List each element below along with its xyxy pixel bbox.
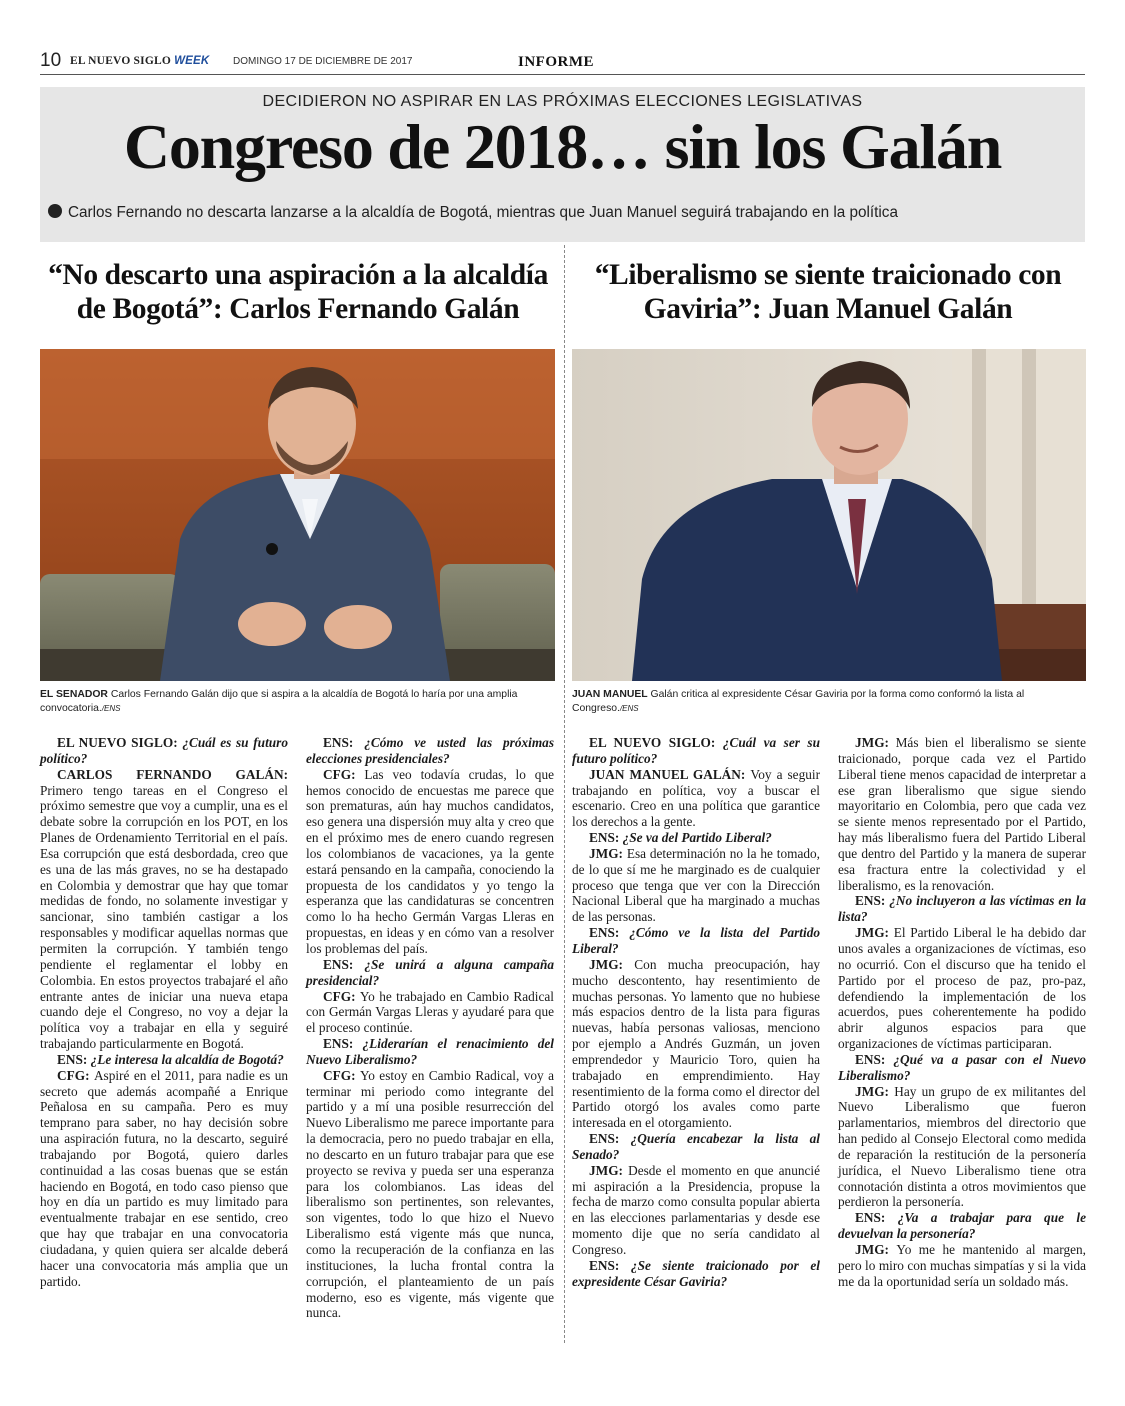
page-number: 10 (40, 50, 62, 71)
answer-paragraph (306, 1068, 554, 1322)
answer-paragraph (572, 767, 820, 830)
section-label: INFORME (518, 54, 594, 70)
answer-speaker: JMG: (855, 1083, 895, 1099)
question-paragraph (572, 1131, 820, 1163)
answer-speaker: CFG: (323, 766, 365, 782)
answer-speaker: JMG: (589, 845, 627, 861)
answer-speaker: CFG: (323, 1067, 360, 1083)
answer-paragraph (40, 1068, 288, 1290)
question-text: ¿Cuál es su futuro político? (40, 735, 288, 766)
question-speaker: ENS: (323, 1036, 363, 1052)
answer-text: Más bien el liberalismo se siente traicionado, porque cada vez el Partido Liberal tiene menos capacidad de interpretar a ese gran liberalismo que sigue siendo mayoritario en Colombia, pero que cada vez se siente menos representado por el Partido, hay más liberalismo fuera del Partido Liberal que dentro del Partido y la manera de superar esa fractura entre la colectividad y el liberalismo, es la renovación. (838, 735, 1086, 893)
question-speaker: EL NUEVO SIGLO: (589, 735, 723, 750)
left-caption (40, 688, 560, 716)
question-text: ¿Quería encabezar la lista al Senado? (572, 1131, 820, 1162)
body-column-2 (306, 735, 554, 1321)
answer-speaker: CFG: (323, 988, 360, 1004)
question-speaker: ENS: (855, 893, 890, 909)
question-text: ¿Cómo ve la lista del Partido Liberal? (572, 925, 820, 956)
answer-text: Esa determinación no la he tomado, de lo que sí me he marginado es de cualquier proceso que tenga que ver con la Dirección Nacional Liberal que ha marginado a muchas de las personas. (572, 845, 820, 925)
right-caption (572, 688, 1092, 716)
photo-illustration-left (40, 349, 555, 681)
answer-speaker: JMG: (589, 956, 635, 972)
question-paragraph (40, 735, 288, 767)
deck (48, 204, 898, 222)
carlos-fernando-galan-photo (40, 349, 555, 681)
right-caption-text: Galán critica al expresidente César Gaviria por la forma como conformó la lista al Congreso. (572, 689, 1025, 714)
answer-speaker: JMG: (855, 735, 896, 750)
answer-paragraph (572, 846, 820, 925)
answer-text: Aspiré en el 2011, para nadie es un secreto que además acompañé a Enrique Peñalosa en su campaña. Pero es muy temprano para saber, no hay decisión sobre una aspiración futura, no la descarto, seguiré trabajando por Bogotá, quiero darles continuidad a las cosas buenas que se están haciendo en Bogotá, en todo caso pienso que hoy en día un partido es muy limitado para eventualmente trabajar en ese sentido, creo que hay que trabajar en una convocatoria ciudadana, y quien quiera ser alcalde deberá hacer una convocatoria más amplia que un partido. (40, 1067, 289, 1289)
question-paragraph (40, 1052, 288, 1068)
answer-speaker: CFG: (57, 1067, 94, 1083)
question-text: ¿Le interesa la alcaldía de Bogotá? (90, 1051, 284, 1067)
answer-text: Desde el momento en que anuncié mi aspiración a la Presidencia, propuse la fecha de marzo como consulta popular abierta en las elecciones parlamentarias y desde ese momento dije que no sería candidato al Congreso. (572, 1162, 820, 1257)
body-column-4 (838, 735, 1086, 1290)
question-text: ¿Liderarían el renacimiento del Nuevo Liberalismo? (306, 1036, 554, 1067)
body-column-1 (40, 735, 288, 1290)
answer-paragraph (306, 989, 554, 1037)
body-column-3 (572, 735, 820, 1290)
left-caption-credit: /ENS (101, 704, 121, 713)
question-paragraph (306, 957, 554, 989)
answer-paragraph (306, 767, 554, 957)
left-headline: “No descarto una aspiración a la alcaldía de Bogotá”: Carlos Fernando Galán (48, 259, 548, 325)
edition-name: WEEK (174, 55, 210, 67)
answer-text: Las veo todavía crudas, lo que hemos conocido de encuestas me parece que son prematuras, aún hay muchos candidatos, eso genera una dispersión muy alta y creo que en el próximo mes de enero cuando regresen los colombianos de vacaciones, ya la gente estará pensando en la campaña, conociendo la propuesta de los candidatos y yo tengo la esperanza que las candidaturas se concentren como lo ha hecho Germán Vargas Lleras en propuestas, en ideas y en cómo van a resolver los problemas del país. (306, 766, 554, 956)
answer-paragraph (572, 1163, 820, 1258)
question-speaker: ENS: (589, 1257, 631, 1273)
question-paragraph (306, 735, 554, 767)
question-paragraph (838, 893, 1086, 925)
kicker: DECIDIERON NO ASPIRAR EN LAS PRÓXIMAS ELECCIONES LEGISLATIVAS (262, 93, 863, 110)
question-paragraph (572, 830, 820, 846)
question-text: ¿Se unirá a alguna campaña presidencial? (306, 956, 554, 988)
question-speaker: EL NUEVO SIGLO: (57, 735, 183, 750)
question-speaker: ENS: (323, 956, 365, 972)
right-headline: “Liberalismo se siente traicionado con Gaviria”: Juan Manuel Galán (594, 259, 1062, 325)
left-caption-lead: EL SENADOR (40, 689, 108, 700)
question-text: ¿Qué va a pasar con el Nuevo Liberalismo? (838, 1051, 1086, 1083)
answer-text: Yo estoy en Cambio Radical, voy a terminar mi periodo como integrante del partido y a mí una posible resurrección del Nuevo Liberalismo me parece importante para la democracia, pero no puedo trabajar en ella, no descarto en un futuro trabajar para que ese proyecto se reviva y pueda ser una esperanza para los colombianos. Las ideas del liberalismo son pertinentes, son relevantes, son vigentes, todo lo que hizo el Nuevo Liberalismo está vigente más que nunca, como la recuperación de la confianza en las instituciones, la lucha frontal contra la corrupción, el planteamiento de un país moderno, eso es vigente, más vigente que nunca. (306, 1067, 554, 1321)
right-caption-credit: /ENS (619, 704, 639, 713)
answer-text: El Partido Liberal le ha debido dar unos avales a organizaciones de víctimas, eso no ocurrió. Con el discurso que ha tenido el Partido por el proceso de paz, pro-paz, defendiendo la implementación de los acuerdos, pues coherentemente ha podido abrir algunos espacios para que organizaciones de víctimas participaran. (838, 925, 1086, 1052)
answer-text: Primero tengo tareas en el Congreso el próximo semestre que voy a cumplir, una es el debate sobre la corrupción en los POT, en los Planes de Ordenamiento Territorial en el país. Esa corrupción que está desbordada, creo que es una de las más graves, no se ha destapado en Colombia y demostrar que hay que tomar medidas de fondo, no solamente investigar y sancionar, sino también castigar a los responsables y modificar aquellas normas que permiten la corrupción. Y también tengo pendiente el reglamentar el lobby en Colombia. En estos proyectos trabajaré el año entrante antes de iniciar una nueva etapa cuando deje el Congreso, no voy a dejar la política voy a trabajar en ella y seguiré trabajando particularmente en Bogotá. (40, 782, 288, 1052)
folio-bar (40, 50, 1085, 75)
right-caption-lead: JUAN MANUEL (572, 689, 648, 700)
answer-paragraph (838, 1242, 1086, 1290)
answer-speaker: CARLOS FERNANDO GALÁN: (57, 766, 288, 782)
question-speaker: ENS: (589, 830, 623, 846)
column-divider (564, 245, 565, 1343)
question-speaker: ENS: (855, 1210, 898, 1226)
juan-manuel-galan-photo (572, 349, 1086, 681)
headline-banner (40, 87, 1085, 242)
question-paragraph (306, 1036, 554, 1068)
question-speaker: ENS: (323, 735, 365, 750)
bullet-icon (48, 204, 62, 218)
issue-date: DOMINGO 17 DE DICIEMBRE DE 2017 (233, 56, 413, 67)
answer-speaker: JMG: (855, 925, 894, 941)
main-headline: Congreso de 2018… sin los Galán (123, 111, 1002, 182)
left-caption-text: Carlos Fernando Galán dijo que si aspira a la alcaldía de Bogotá lo haría por una amplia convocatoria. (40, 689, 518, 714)
question-text: ¿Se siente traicionado por el expresidente César Gaviria? (572, 1257, 820, 1289)
photo-illustration-right (572, 349, 1086, 681)
answer-text: Yo me he mantenido al margen, pero lo miro con muchas simpatías y si la vida me da la oportunidad sería un soldado más. (838, 1242, 1087, 1289)
answer-text: Yo he trabajado en Cambio Radical con Germán Vargas Lleras y ayudaré para que el proceso continúe. (306, 988, 555, 1036)
answer-paragraph (838, 735, 1086, 893)
deck-text: Carlos Fernando no descarta lanzarse a la alcaldía de Bogotá, mientras que Juan Manuel seguirá trabajando en la política (68, 204, 898, 221)
answer-speaker: JMG: (855, 1242, 897, 1257)
answer-text: Con mucha preocupación, hay mucho descontento, hay resentimiento de muchas personas. Yo lamento que no hubiese más espacios dentro de la lista para figuras nuevas, había personas valiosas, menciono por ejemplo a Andrés Guzmán, un joven emprendedor y Mauricio Toro, quien ha trabajado en emprendimiento. Hay resentimiento de la forma como el director del Partido otorgó los avales como parte interesada en el otorgamiento. (572, 956, 820, 1131)
question-text: ¿Cuál va ser su futuro político? (572, 735, 820, 766)
answer-speaker: JUAN MANUEL GALÁN: (589, 766, 751, 782)
answer-paragraph (838, 1084, 1086, 1211)
question-paragraph (572, 925, 820, 957)
question-text: ¿Cómo ve usted las próximas elecciones presidenciales? (306, 735, 554, 766)
question-speaker: ENS: (57, 1051, 91, 1067)
answer-paragraph (572, 957, 820, 1131)
question-speaker: ENS: (589, 1131, 631, 1147)
question-speaker: ENS: (589, 925, 630, 941)
publication-title: EL NUEVO SIGLO (70, 55, 171, 67)
answer-text: Voy a seguir trabajando en política, voy a buscar el escenario. Creo en una política que garantice los derechos a la gente. (572, 766, 820, 830)
question-paragraph (838, 1210, 1086, 1242)
publication-name (70, 55, 209, 67)
question-text: ¿Va a trabajar para que le devuelvan la personería? (838, 1210, 1086, 1242)
question-speaker: ENS: (855, 1051, 894, 1067)
answer-paragraph (838, 925, 1086, 1052)
question-paragraph (838, 1052, 1086, 1084)
question-paragraph (572, 1258, 820, 1290)
question-text: ¿Se va del Partido Liberal? (622, 830, 772, 846)
question-paragraph (572, 735, 820, 767)
answer-text: Hay un grupo de ex militantes del Nuevo Liberalismo que fueron parlamentarios, miembros del directorio que han pedido al Consejo Electoral como medida de reparación la restitución de la personería jurídica, el Nuevo Liberalismo tiene otra connotación distinta a otros movimientos que perdieron la personería. (838, 1083, 1087, 1210)
answer-paragraph (40, 767, 288, 1052)
answer-speaker: JMG: (589, 1162, 629, 1178)
question-text: ¿No incluyeron a las víctimas en la lista? (838, 893, 1086, 925)
